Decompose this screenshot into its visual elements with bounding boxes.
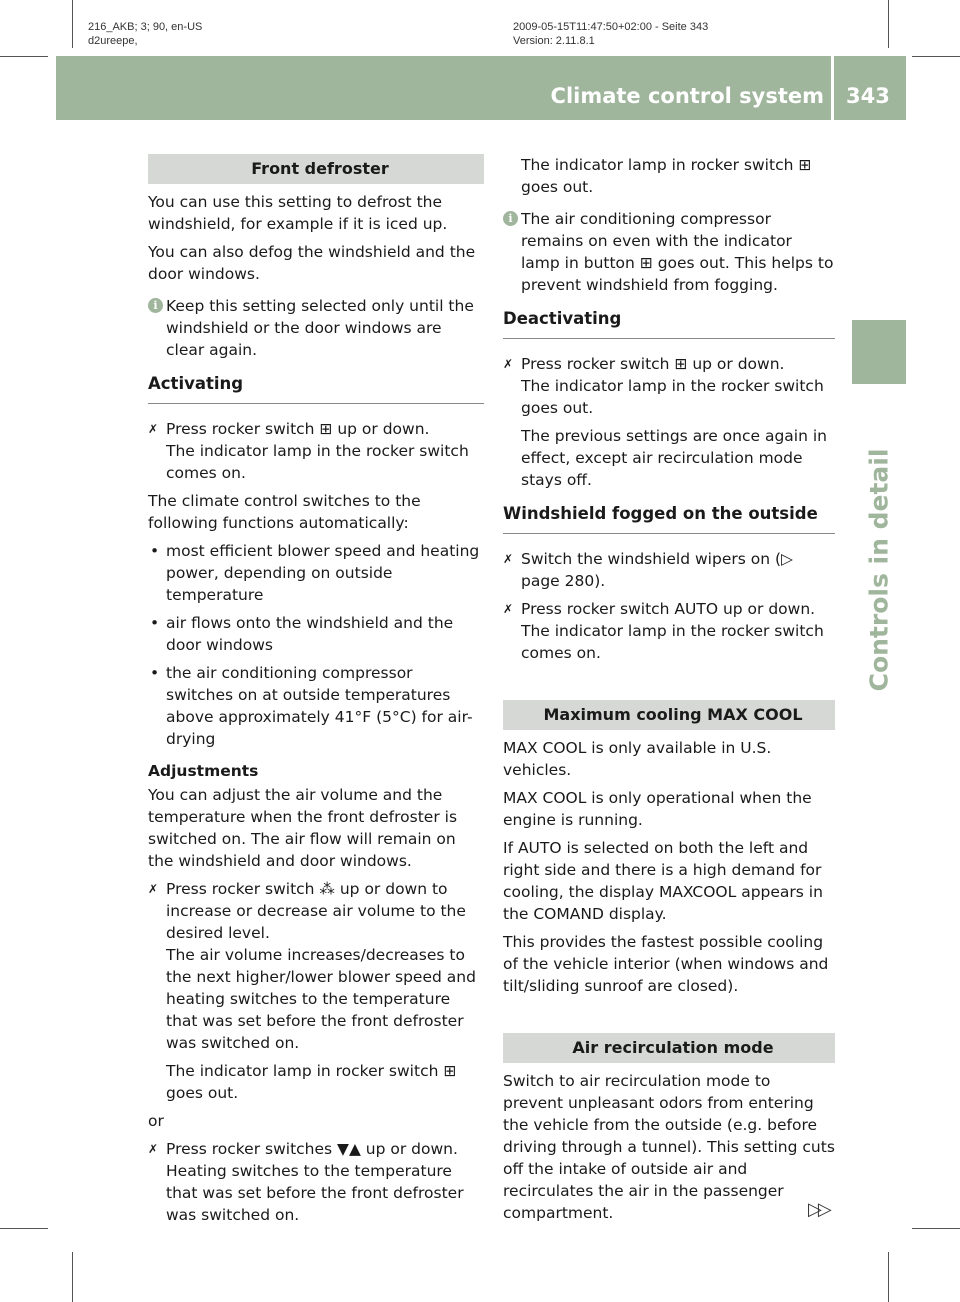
- crop-mark: [888, 0, 889, 48]
- step-arrow-icon: ✗: [503, 357, 514, 371]
- bullet-item: [148, 540, 484, 606]
- instruction-step: [503, 598, 835, 664]
- crop-mark: [0, 56, 48, 57]
- crop-mark: [888, 1252, 889, 1302]
- step-result: The air volume increases/decreases to the next higher/lower blower speed and heating switches to the temperature that was set before the front defroster was switched on.: [166, 946, 476, 1052]
- subheading-activating: Activating: [148, 373, 484, 404]
- subheading-adjustments: Adjustments: [148, 762, 259, 780]
- info-text: The air conditioning compressor remains on even with the indicator lamp in button ⊞ goes out. This helps to prevent windshield from fogging.: [521, 210, 834, 294]
- step-arrow-icon: ✗: [503, 602, 514, 616]
- step-text: Switch the windshield wipers on (▷ page 280).: [521, 550, 793, 590]
- info-text: Keep this setting selected only until the windshield or the door windows are clear again.: [166, 297, 474, 359]
- crop-mark: [912, 1228, 960, 1229]
- right-column: [503, 154, 835, 1230]
- paragraph: Switch to air recirculation mode to prevent unpleasant odors from entering the vehicle from the outside (e.g. before driving through a tunnel). This setting cuts off the intake of outside air and recirculates the air in the passenger compartment.: [503, 1072, 835, 1222]
- step-arrow-icon: ✗: [148, 1142, 159, 1156]
- paragraph: You can use this setting to defrost the windshield, for example if it is iced up.: [148, 193, 448, 233]
- paragraph: MAX COOL is only operational when the engine is running.: [503, 789, 812, 829]
- crop-mark: [912, 56, 960, 57]
- subheading-deactivating: Deactivating: [503, 308, 835, 339]
- page-number: 343: [846, 84, 890, 108]
- bullet-icon: •: [150, 614, 160, 632]
- crop-mark: [72, 0, 73, 48]
- print-meta-left: [88, 20, 202, 48]
- side-tab-marker: [852, 320, 906, 384]
- print-meta-line: 216_AKB; 3; 90, en-US: [88, 21, 203, 33]
- step-result: The indicator lamp in rocker switch ⊞ goes out.: [166, 1062, 457, 1102]
- bullet-icon: •: [150, 664, 160, 682]
- paragraph: The indicator lamp in rocker switch ⊞ goes out.: [521, 156, 812, 196]
- step-result: The indicator lamp in the rocker switch goes out.: [521, 377, 824, 417]
- print-meta-line: Version: 2.11.8.1: [513, 35, 595, 47]
- info-note: [503, 208, 835, 296]
- step-result: The previous settings are once again in effect, except air recirculation mode stays off.: [521, 427, 827, 489]
- bullet-item: [148, 662, 484, 750]
- bullet-item: [148, 612, 484, 656]
- or-text: or: [148, 1112, 164, 1130]
- instruction-step: [503, 548, 835, 592]
- crop-mark: [0, 1228, 48, 1229]
- step-text: Press rocker switch ⊞ up or down.: [521, 355, 785, 373]
- paragraph: If AUTO is selected on both the left and right side and there is a high demand for cooling, the display MAXCOOL appears in the COMAND display.: [503, 839, 823, 923]
- continue-marker: ▷▷: [808, 1199, 828, 1220]
- section-title-max-cool: Maximum cooling MAX COOL: [503, 700, 835, 730]
- step-text: Press rocker switch ⁂ up or down to increase or decrease air volume to the desired level.: [166, 880, 466, 942]
- step-text: Press rocker switch ⊞ up or down.: [166, 420, 430, 438]
- header-divider: [831, 56, 834, 120]
- paragraph: You can adjust the air volume and the temperature when the front defroster is switched on. The air flow will remain on the windshield and door windows.: [148, 786, 458, 870]
- section-title-air-recirculation: Air recirculation mode: [503, 1033, 835, 1063]
- paragraph: You can also defog the windshield and the door windows.: [148, 243, 476, 283]
- print-meta-line: 2009-05-15T11:47:50+02:00 - Seite 343: [513, 21, 709, 33]
- bullet-text: air flows onto the windshield and the door windows: [166, 614, 454, 654]
- crop-mark: [72, 1252, 73, 1302]
- continued-text: [503, 154, 835, 198]
- left-column: [148, 154, 484, 1232]
- step-result: Heating switches to the temperature that was set before the front defroster was switched on.: [166, 1162, 464, 1224]
- step-text: Press rocker switch AUTO up or down.: [521, 600, 816, 618]
- instruction-step: [148, 878, 484, 1104]
- bullet-icon: •: [150, 542, 160, 560]
- print-meta-line: d2ureepe,: [88, 35, 138, 47]
- instruction-step: [148, 418, 484, 484]
- print-meta-right: [513, 20, 708, 48]
- step-result: The indicator lamp in the rocker switch comes on.: [521, 622, 824, 662]
- subheading-windshield-fogged: Windshield fogged on the outside: [503, 503, 835, 534]
- paragraph: The climate control switches to the following functions automatically:: [148, 492, 421, 532]
- step-arrow-icon: ✗: [148, 882, 159, 896]
- instruction-step: [148, 1138, 484, 1226]
- info-icon: i: [148, 298, 163, 313]
- info-icon: i: [503, 211, 518, 226]
- step-result: The indicator lamp in the rocker switch comes on.: [166, 442, 469, 482]
- side-tab-label: Controls in detail: [864, 448, 894, 692]
- bullet-text: most efficient blower speed and heating power, depending on outside temperature: [166, 542, 480, 604]
- step-arrow-icon: ✗: [503, 552, 514, 566]
- step-text: Press rocker switches ▼▲ up or down.: [166, 1140, 458, 1158]
- paragraph: This provides the fastest possible cooling of the vehicle interior (when windows and tilt/sliding sunroof are closed).: [503, 933, 829, 995]
- bullet-text: the air conditioning compressor switches on at outside temperatures above approximately 41°F (5°C) for air-drying: [166, 664, 473, 748]
- step-arrow-icon: ✗: [148, 422, 159, 436]
- info-note: [148, 295, 484, 361]
- paragraph: MAX COOL is only available in U.S. vehicles.: [503, 739, 772, 779]
- page-title: Climate control system: [550, 84, 824, 108]
- instruction-step: [503, 353, 835, 491]
- section-title-front-defroster: Front defroster: [148, 154, 484, 184]
